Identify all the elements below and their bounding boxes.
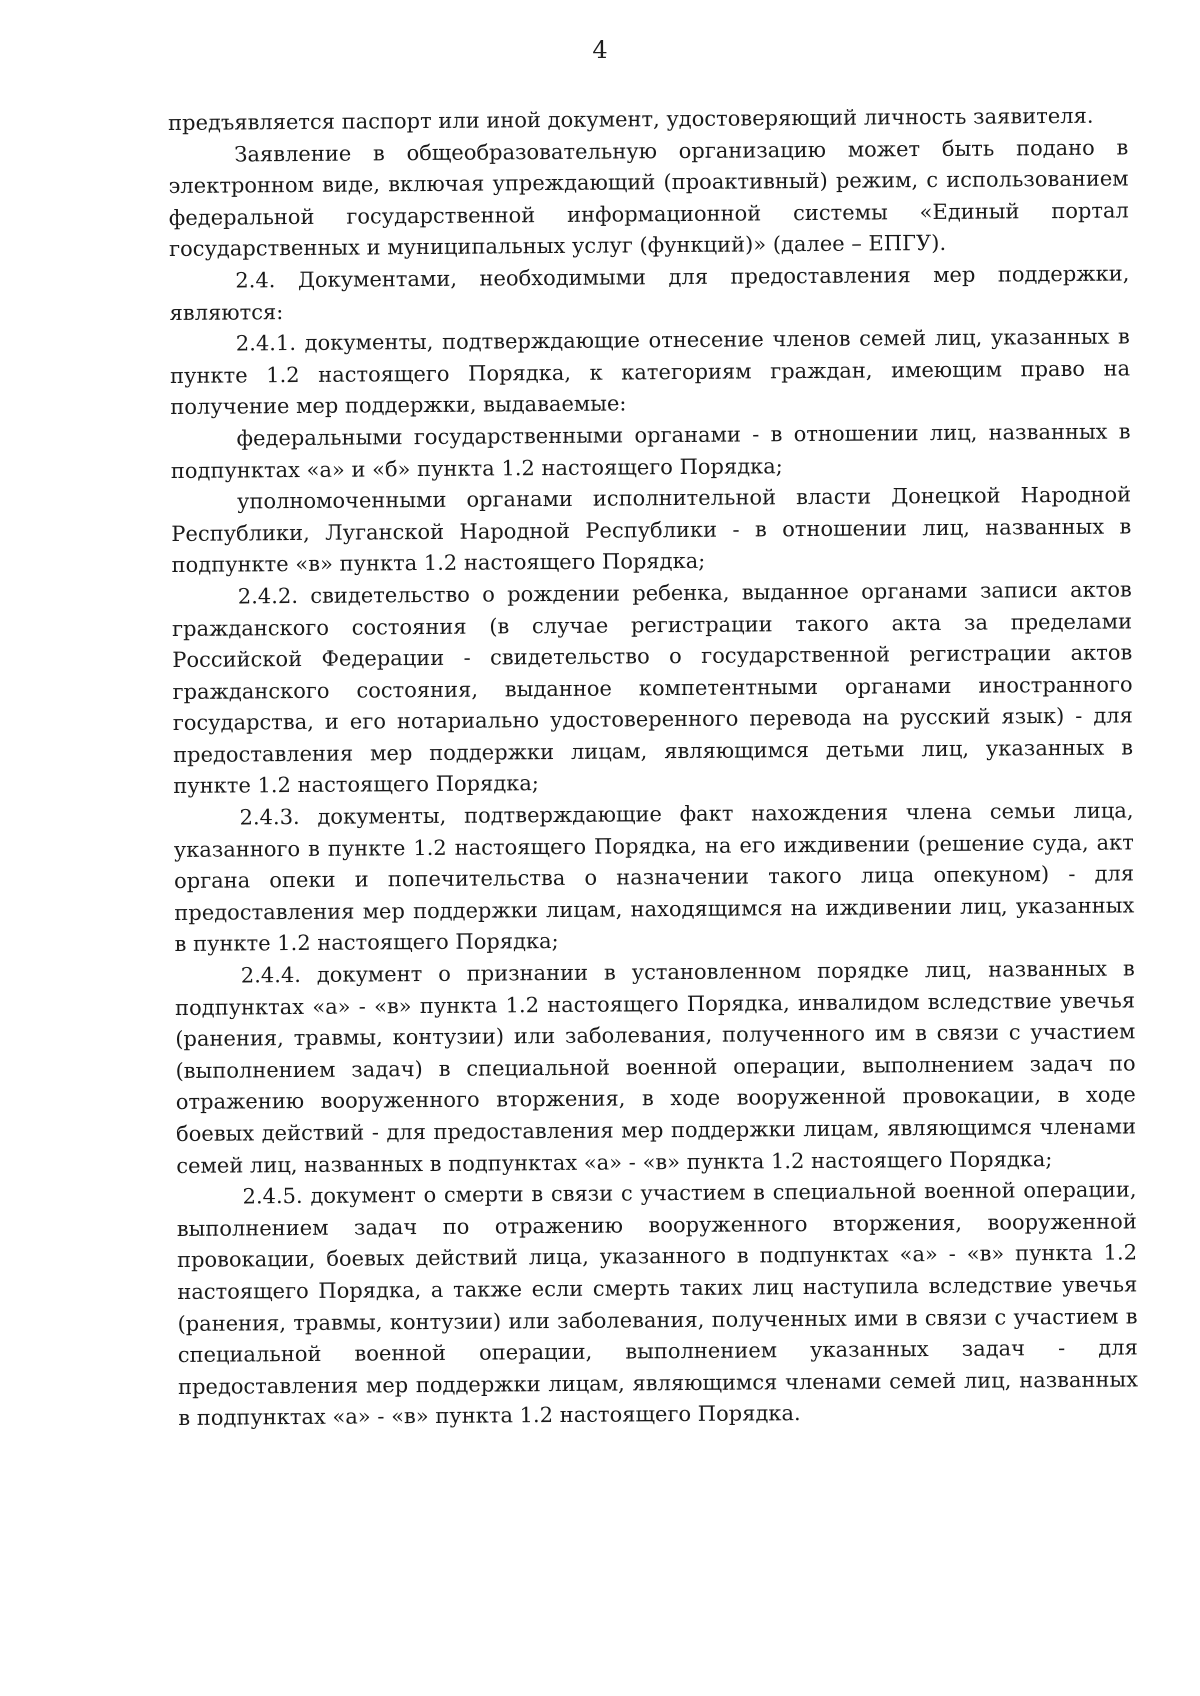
paragraph: федеральными государственными органами - в отношении лиц, названных в подпунктах «а» и «б» пункта 1.2 настоящего Порядка; bbox=[170, 419, 1131, 483]
paragraph: 2.4.1. документы, подтверждающие отнесение членов семей лиц, указанных в пункте 1.2 настоящего Порядка, к категориям граждан, имеющим право на получение мер поддержки, выдаваемые: bbox=[170, 324, 1131, 420]
paragraph: 2.4. Документами, необходимыми для предоставления мер поддержки, являются: bbox=[169, 261, 1130, 325]
document-body bbox=[168, 100, 1138, 1434]
paragraph: уполномоченными органами исполнительной власти Донецкой Народной Республики, Луганской Народной Республики - в отношении лиц, названных в подпункте «в» пункта 1.2 настоящего Порядка; bbox=[171, 482, 1132, 578]
paragraph: 2.4.5. документ о смерти в связи с участием в специальной военной операции, выполнением задач по отражению вооруженного вторжения, вооруженной провокации, боевых действий лица, указанного в подпунктах «а» - «в» пункта 1.2 настоящего Порядка, а также если смерть таких лиц наступила вследствие увечья (ранения, травмы, контузии) или заболевания, полученных ими в связи с участием в специальной военной операции, выполнением указанных задач - для предоставления мер поддержки лицам, являющимся членами семей лиц, названных в подпунктах «а» - «в» пункта 1.2 настоящего Порядка. bbox=[176, 1177, 1139, 1431]
paragraph: 2.4.4. документ о признании в установленном порядке лиц, названных в подпунктах «а» - «в» пункта 1.2 настоящего Порядка, инвалидом вследствие увечья (ранения, травмы, контузии) или заболевания, полученного им в связи с участием (выполнением задач) в специальной военной операции, выполнением задач по отражению вооруженного вторжения, в ходе вооруженной провокации, в ходе боевых действий - для предоставления мер поддержки лицам, являющимся членами семей лиц, названных в подпунктах «а» - «в» пункта 1.2 настоящего Порядка; bbox=[174, 956, 1137, 1178]
paragraph: Заявление в общеобразовательную организацию может быть подано в электронном виде, включая упреждающий (проактивный) режим, с использованием федеральной государственной информационной системы «Единый портал государственных и муниципальных услуг (функций)» (далее – ЕПГУ). bbox=[168, 135, 1129, 262]
paragraph: предъявляется паспорт или иной документ, удостоверяющий личность заявителя. bbox=[168, 103, 1094, 135]
page-number: 4 bbox=[592, 36, 608, 64]
paragraph: 2.4.2. свидетельство о рождении ребенка, выданное органами записи актов гражданского состояния (в случае регистрации такого акта за пределами Российской Федерации - свидетельство о государственной регистрации актов гражданского состояния, выданное компетентными органами иностранного государства, и его нотариально удостоверенного перевода на русский язык) - для предоставления мер поддержки лицам, являющимся детьми лиц, указанных в пункте 1.2 настоящего Порядка; bbox=[171, 577, 1134, 799]
paragraph: 2.4.3. документы, подтверждающие факт нахождения члена семьи лица, указанного в пункте 1.2 настоящего Порядка, на его иждивении (решение суда, акт органа опеки и попечительства о назначении такого лица опекуном) - для предоставления мер поддержки лицам, находящимся на иждивении лиц, указанных в пункте 1.2 настоящего Порядка; bbox=[173, 798, 1135, 957]
